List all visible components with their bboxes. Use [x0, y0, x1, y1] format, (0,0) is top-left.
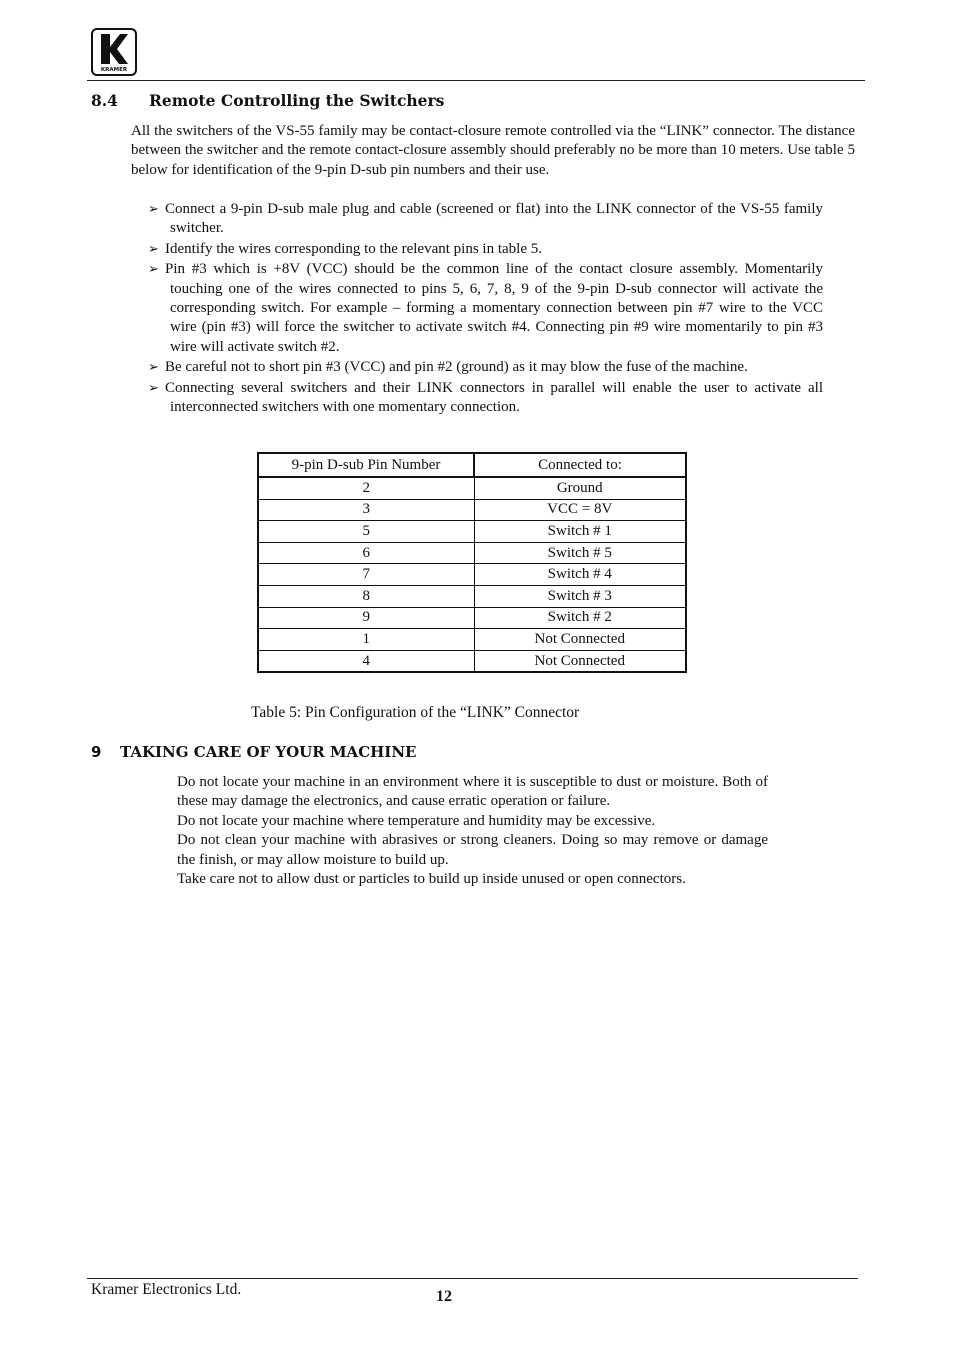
intro-paragraph: All the switchers of the VS-55 family may be contact-closure remote controlled via the “LINK” connector. The distance between the switcher and the remote contact-closure assembly should preferably no be more than 10 meters. Use table 5 below for identification of the 9-pin D-sub pin numbers and their use.: [131, 123, 855, 178]
footer-rule: [87, 1278, 858, 1279]
list-item-text: Connecting several switchers and their LINK connectors in parallel will enable the user to activate all interconnected switchers with one momentary connection.: [165, 379, 823, 416]
list-item-text: Identify the wires corresponding to the relevant pins in table 5.: [165, 240, 542, 257]
list-item: [131, 199, 823, 239]
table-row: [258, 629, 686, 651]
connection-cell: Switch # 2: [474, 607, 686, 629]
care-paragraph: Take care not to allow dust or particles to build up inside unused or open connectors.: [177, 871, 686, 888]
care-paragraph: Do not locate your machine in an environment where it is susceptible to dust or moisture. Both of these may damage the electronics, and cause erratic operation or failure.: [177, 774, 768, 810]
table-row: [258, 542, 686, 564]
connection-cell: Not Connected: [474, 650, 686, 672]
connection-cell: Switch # 3: [474, 585, 686, 607]
section-title: TAKING CARE OF YOUR MACHINE: [120, 743, 417, 761]
list-item: [131, 378, 823, 418]
care-paragraph: Do not clean your machine with abrasives or strong cleaners. Doing so may remove or damage the finish, or may allow moisture to build up.: [177, 832, 768, 868]
list-item-text: Connect a 9-pin D-sub male plug and cable (screened or flat) into the LINK connector of the VS-55 family switcher.: [165, 201, 823, 237]
list-item-text: Pin #3 which is +8V (VCC) should be the common line of the contact closure assembly. Momentarily touching one of the wires connected to pins 5, 6, 7, 8, 9 of the 9-pin D-sub connector will activate the corresponding switch. For example – forming a momentary connection between pin #7 wire to the VCC wire (pin #3) will force the switcher to activate switch #4. Connecting pin #9 wire momentarily to pin #3 wire will activate switch #2.: [165, 261, 823, 355]
connection-cell: VCC = 8V: [474, 499, 686, 521]
pin-cell: 4: [258, 650, 474, 672]
table-caption: Table 5: Pin Configuration of the “LINK” Connector: [251, 704, 580, 721]
arrow-bullet-icon: ➢: [148, 359, 159, 375]
pin-cell: 6: [258, 542, 474, 564]
section-8-4-heading: [91, 91, 444, 110]
table-row: [258, 564, 686, 586]
list-item-text: Be careful not to short pin #3 (VCC) and pin #2 (ground) as it may blow the fuse of the machine.: [165, 359, 748, 376]
table-row: [258, 499, 686, 521]
pin-cell: 2: [258, 477, 474, 499]
header-rule: [87, 80, 865, 81]
arrow-bullet-icon: ➢: [148, 261, 159, 277]
section-number: 9: [91, 743, 102, 761]
pin-cell: 8: [258, 585, 474, 607]
connection-cell: Switch # 5: [474, 542, 686, 564]
page-number: 12: [436, 1288, 452, 1305]
list-item: [131, 239, 823, 259]
section-9-heading: [91, 743, 416, 762]
kramer-logo: [91, 28, 137, 76]
list-item: [131, 357, 823, 377]
table-row: [258, 521, 686, 543]
connection-cell: Switch # 1: [474, 521, 686, 543]
table-row: [258, 477, 686, 499]
table-header-row: [258, 453, 686, 477]
care-paragraph: Do not locate your machine where temperature and humidity may be excessive.: [177, 812, 656, 829]
column-header-connection: Connected to:: [474, 453, 686, 477]
instruction-list: [131, 199, 823, 417]
connection-cell: Switch # 4: [474, 564, 686, 586]
section-title: Remote Controlling the Switchers: [149, 91, 445, 110]
connection-cell: Not Connected: [474, 629, 686, 651]
pin-cell: 1: [258, 629, 474, 651]
connection-cell: Ground: [474, 477, 686, 499]
pin-cell: 5: [258, 521, 474, 543]
care-instructions: [177, 773, 768, 889]
arrow-bullet-icon: ➢: [148, 379, 159, 395]
pin-cell: 3: [258, 499, 474, 521]
footer-company: Kramer Electronics Ltd.: [91, 1281, 242, 1298]
column-header-pin: 9-pin D-sub Pin Number: [258, 453, 474, 477]
table-row: [258, 607, 686, 629]
arrow-bullet-icon: ➢: [148, 240, 159, 256]
pin-cell: 7: [258, 564, 474, 586]
table-row: [258, 650, 686, 672]
section-number: 8.4: [91, 91, 118, 110]
table-row: [258, 585, 686, 607]
pin-configuration-table: [257, 452, 687, 673]
logo-text: KRAMER: [100, 67, 128, 73]
pin-cell: 9: [258, 607, 474, 629]
list-item: [131, 259, 823, 357]
arrow-bullet-icon: ➢: [148, 201, 159, 216]
